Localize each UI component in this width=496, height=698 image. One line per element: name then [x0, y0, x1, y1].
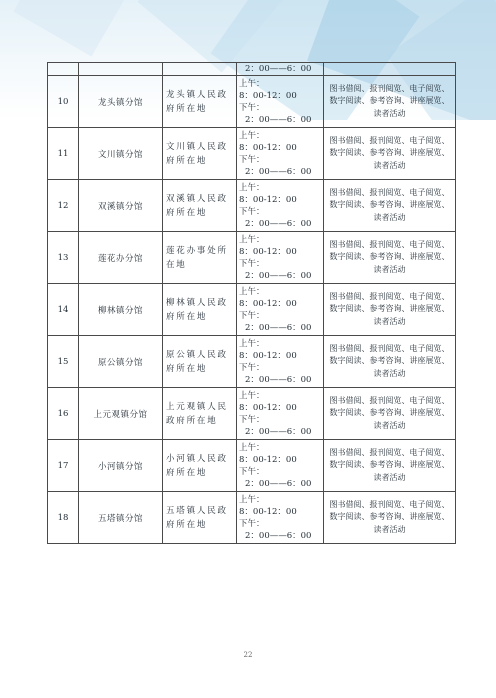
afternoon-time: 2：00——6：00 [245, 530, 312, 541]
branch-library-table [47, 62, 456, 544]
morning-time: 8：00-12：00 [239, 194, 297, 205]
cell-address: 上元观镇人民政府所在地 [163, 388, 237, 440]
afternoon-time: 2：00——6：00 [245, 166, 312, 177]
cell-hours [237, 63, 324, 76]
cell-branch-name: 五塔镇分馆 [79, 492, 163, 544]
cell-no: 12 [48, 180, 79, 232]
cell-services [324, 63, 456, 76]
morning-label: 上午： [239, 442, 265, 453]
morning-label: 上午： [239, 234, 265, 245]
page-number: 22 [243, 651, 253, 659]
morning-time: 8：00-12：00 [239, 298, 297, 309]
cell-no: 13 [48, 232, 79, 284]
cell-services: 图书借阅、报刊阅览、电子阅览、数字阅读、参考咨询、讲座展览、读者活动 [324, 492, 456, 544]
cell-branch-name: 龙头镇分馆 [79, 76, 163, 128]
cell-hours [237, 284, 324, 336]
morning-label: 上午： [239, 130, 265, 141]
cell-no: 11 [48, 128, 79, 180]
afternoon-label: 下午： [239, 310, 265, 321]
afternoon-time: 2：00——6：00 [245, 270, 312, 281]
morning-label: 上午： [239, 390, 265, 401]
cell-branch-name: 柳林镇分馆 [79, 284, 163, 336]
afternoon-label: 下午： [239, 102, 265, 113]
cell-hours [237, 336, 324, 388]
cell-services: 图书借阅、报刊阅览、电子阅览、数字阅读、参考咨询、讲座展览、读者活动 [324, 440, 456, 492]
cell-address: 文川镇人民政府所在地 [163, 128, 237, 180]
cell-branch-name: 文川镇分馆 [79, 128, 163, 180]
cell-hours [237, 128, 324, 180]
cell-branch-name: 双溪镇分馆 [79, 180, 163, 232]
afternoon-label: 下午： [239, 154, 265, 165]
morning-time: 8：00-12：00 [239, 350, 297, 361]
cell-no [48, 63, 79, 76]
morning-label: 上午： [239, 182, 265, 193]
cell-no: 10 [48, 76, 79, 128]
morning-time: 8：00-12：00 [239, 506, 297, 517]
cell-address: 原公镇人民政府所在地 [163, 336, 237, 388]
decorative-facet [14, 0, 137, 56]
cell-branch-name: 上元观镇分馆 [79, 388, 163, 440]
table-row [48, 336, 456, 388]
table-row [48, 128, 456, 180]
afternoon-time: 2：00——6：00 [245, 218, 312, 229]
cell-hours [237, 440, 324, 492]
cell-hours [237, 388, 324, 440]
morning-time: 8：00-12：00 [239, 454, 297, 465]
afternoon-time: 2：00——6：00 [245, 478, 312, 489]
morning-time: 8：00-12：00 [239, 90, 297, 101]
morning-time: 8：00-12：00 [239, 402, 297, 413]
table-row [48, 388, 456, 440]
cell-name [79, 63, 163, 76]
cell-address: 双溪镇人民政府所在地 [163, 180, 237, 232]
morning-time: 8：00-12：00 [239, 142, 297, 153]
cell-services: 图书借阅、报刊阅览、电子阅览、数字阅读、参考咨询、讲座展览、读者活动 [324, 128, 456, 180]
afternoon-time: 2：00——6：00 [245, 114, 312, 125]
afternoon-label: 下午： [239, 206, 265, 217]
morning-label: 上午： [239, 338, 265, 349]
cell-no: 14 [48, 284, 79, 336]
cell-services: 图书借阅、报刊阅览、电子阅览、数字阅读、参考咨询、讲座展览、读者活动 [324, 76, 456, 128]
afternoon-label: 下午： [239, 258, 265, 269]
cell-services: 图书借阅、报刊阅览、电子阅览、数字阅读、参考咨询、讲座展览、读者活动 [324, 232, 456, 284]
cell-address: 龙头镇人民政府所在地 [163, 76, 237, 128]
cell-hours [237, 492, 324, 544]
afternoon-label: 下午： [239, 362, 265, 373]
cell-services: 图书借阅、报刊阅览、电子阅览、数字阅读、参考咨询、讲座展览、读者活动 [324, 336, 456, 388]
afternoon-label: 下午： [239, 466, 265, 477]
cell-no: 15 [48, 336, 79, 388]
cell-address: 五塔镇人民政府所在地 [163, 492, 237, 544]
cell-no: 18 [48, 492, 79, 544]
cell-address: 小河镇人民政府所在地 [163, 440, 237, 492]
afternoon-label: 下午： [239, 518, 265, 529]
cell-branch-name: 原公镇分馆 [79, 336, 163, 388]
afternoon-time: 2：00——6：00 [245, 426, 312, 437]
cell-hours [237, 180, 324, 232]
cell-no: 16 [48, 388, 79, 440]
cell-services: 图书借阅、报刊阅览、电子阅览、数字阅读、参考咨询、讲座展览、读者活动 [324, 180, 456, 232]
cell-no: 17 [48, 440, 79, 492]
morning-label: 上午： [239, 494, 265, 505]
morning-time: 8：00-12：00 [239, 246, 297, 257]
cell-hours [237, 232, 324, 284]
morning-label: 上午： [239, 286, 265, 297]
afternoon-time: 2：00——6：00 [245, 322, 312, 333]
cell-services: 图书借阅、报刊阅览、电子阅览、数字阅读、参考咨询、讲座展览、读者活动 [324, 388, 456, 440]
afternoon-time: 2：00——6：00 [245, 64, 312, 74]
cell-hours [237, 76, 324, 128]
table-row [48, 440, 456, 492]
table-row [48, 180, 456, 232]
table-body [48, 63, 456, 544]
cell-address: 柳林镇人民政府所在地 [163, 284, 237, 336]
cell-branch-name: 莲花办分馆 [79, 232, 163, 284]
table-row [48, 76, 456, 128]
afternoon-label: 下午： [239, 414, 265, 425]
afternoon-time: 2：00——6：00 [245, 374, 312, 385]
cell-address: 莲花办事处所在地 [163, 232, 237, 284]
cell-address [163, 63, 237, 76]
table-row [48, 284, 456, 336]
table-row [48, 492, 456, 544]
morning-label: 上午： [239, 78, 265, 89]
cell-branch-name: 小河镇分馆 [79, 440, 163, 492]
table-row-continued [48, 63, 456, 76]
table-row [48, 232, 456, 284]
cell-services: 图书借阅、报刊阅览、电子阅览、数字阅读、参考咨询、讲座展览、读者活动 [324, 284, 456, 336]
